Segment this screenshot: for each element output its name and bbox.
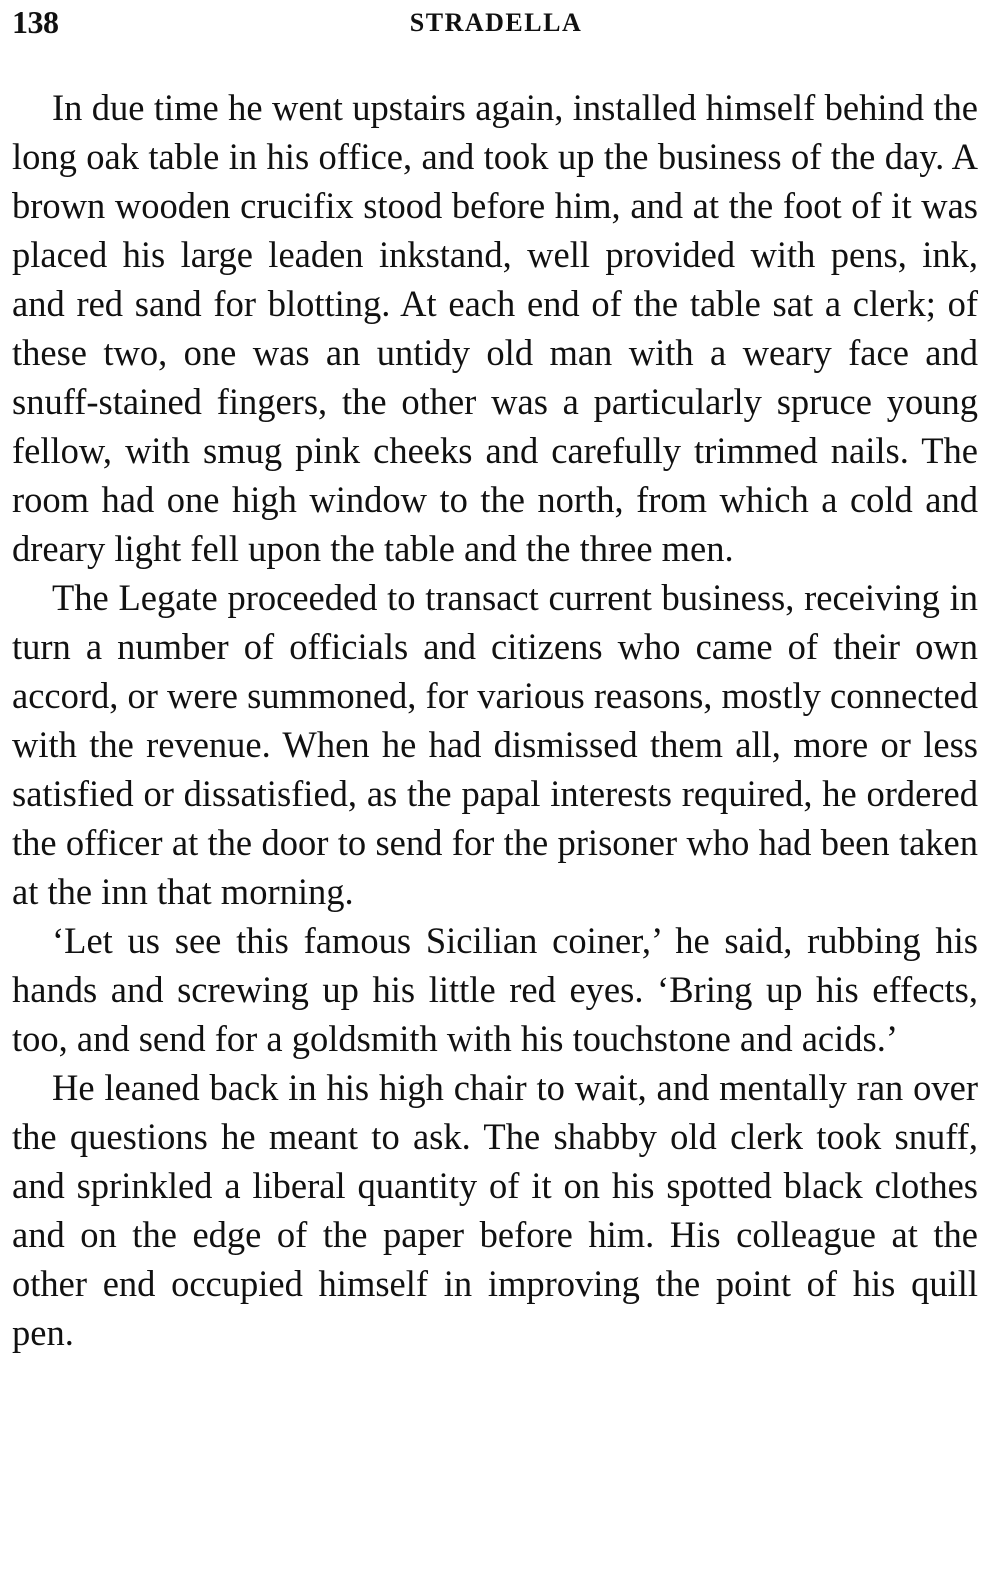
running-title: STRADELLA [409,8,583,37]
paragraph-2: The Legate proceeded to transact current business, receiving in turn a number of officials and citizens who came of their own accord, or were summoned, for various reasons, mostly connected with the revenue. When he had dismissed them all, more or less satisfied or dissatisfied, as the papal interests required, he ordered the officer at the door to send for the prisoner who had been taken at the inn that morning. [12,577,978,912]
page-number: 138 [12,4,59,40]
body-text [12,83,978,1357]
page-header [12,4,980,44]
paragraph-4: He leaned back in his high chair to wait, and mentally ran over the questions he meant to ask. The shabby old clerk took snuff, and sprinkled a liberal quantity of it on his spotted black clothes and on the edge of the paper before him. His colleague at the other end occupied himself in improving the point of his quill pen. [12,1067,978,1353]
paragraph-1: In due time he went upstairs again, installed himself behind the long oak table in his office, and took up the business of the day. A brown wooden crucifix stood before him, and at the foot of it was placed his large leaden inkstand, well provided with pens, ink, and red sand for blotting. At each end of the table sat a clerk; of these two, one was an untidy old man with a weary face and snuff-stained fingers, the other was a particularly spruce young fellow, with smug pink cheeks and carefully trimmed nails. The room had one high window to the north, from which a cold and dreary light fell upon the table and the three men. [12,87,978,569]
paragraph-3: ‘Let us see this famous Sicilian coiner,’ he said, rubbing his hands and screwing up his little red eyes. ‘Bring up his effects, too, and send for a goldsmith with his touchstone and acids.’ [12,920,978,1059]
